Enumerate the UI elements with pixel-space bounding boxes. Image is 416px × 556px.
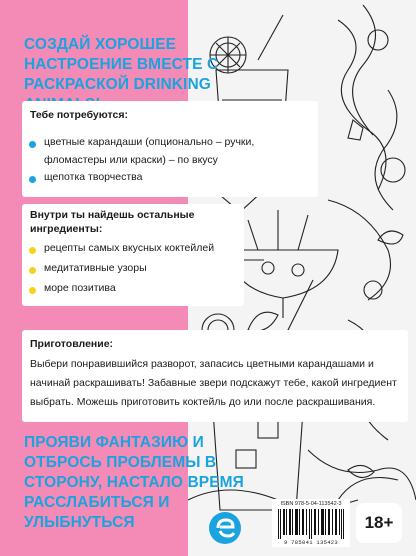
prep-text: Выбери понравившийся разворот, запасись цветными карандашами и начинай раскрашивать! Забавные звери подскажут тебе, какой ингредиент выбрать. Можешь приготовить коктейль до или после раскрашивания. — [30, 358, 397, 408]
needs-title: Тебе потребуются: — [30, 109, 128, 121]
age-rating-badge: 18+ — [356, 503, 402, 543]
needs-box — [22, 101, 318, 197]
prep-box — [22, 330, 408, 422]
bullet-dot — [29, 287, 36, 294]
bullet-dot — [29, 267, 36, 274]
inside-item-1: рецепты самых вкусных коктейлей — [44, 242, 215, 254]
inside-title-line2: ингредиенты: — [30, 223, 103, 235]
isbn-text: ISBN 978-5-04-113542-3 — [280, 501, 342, 507]
publisher-logo-icon — [208, 511, 242, 545]
barcode-bars — [278, 509, 344, 539]
bullet-dot — [29, 176, 36, 183]
needs-item-1: цветные карандаши (опционально – ручки, фломастеры или краски) – по вкусу — [44, 136, 255, 166]
bullet-dot — [29, 247, 36, 254]
headline-bottom: ПРОЯВИ ФАНТАЗИЮ И ОТБРОСЬ ПРОБЛЕМЫ В СТОРОНУ, НАСТАЛО ВРЕМЯ РАССЛАБИТЬСЯ И УЛЫБНУТЬСЯ — [24, 434, 244, 531]
barcode-number: 9 785041 135423 — [283, 539, 338, 546]
inside-box — [22, 204, 244, 306]
bullet-dot — [29, 141, 36, 148]
needs-item-2: щепотка творчества — [44, 171, 143, 183]
inside-title-line1: Внутри ты найдешь остальные — [30, 209, 195, 221]
headline-top: СОЗДАЙ ХОРОШЕЕ НАСТРОЕНИЕ ВМЕСТЕ С РАСКРАСКОЙ DRINKING — [24, 36, 219, 93]
inside-item-3: море позитива — [44, 282, 116, 294]
barcode — [272, 499, 350, 547]
inside-item-2: медитативные узоры — [44, 262, 147, 274]
prep-title: Приготовление: — [30, 338, 114, 350]
